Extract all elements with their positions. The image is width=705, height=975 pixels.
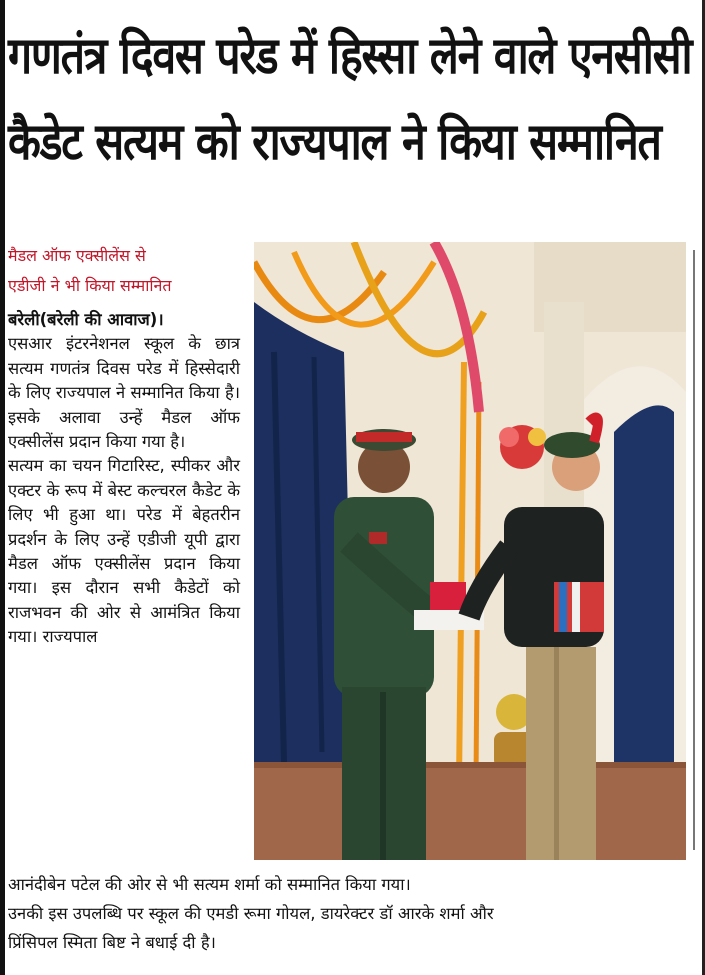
subheadline (8, 241, 240, 301)
photo-side-rule (693, 250, 695, 850)
article-body-column (8, 308, 240, 650)
subheadline-line-1: मैडल ऑफ एक्सीलेंस से (8, 246, 146, 265)
bottom-line-1: आनंदीबेन पटेल की ओर से भी सत्यम शर्मा को सम्मानित किया गया। (8, 875, 411, 894)
left-column-rule (0, 0, 5, 975)
headline-line-1: गणतंत्र दिवस परेड में हिस्सा लेने वाले एनसीसी (8, 27, 692, 86)
article-bottom-text (8, 870, 698, 957)
headline-line-2: कैडेट सत्यम को राज्यपाल ने किया सम्मानित (8, 113, 661, 172)
article-dateline: बरेली(बरेली की आवाज)। (8, 310, 164, 329)
subheadline-line-2: एडीजी ने भी किया सम्मानित (8, 276, 172, 295)
article-paragraph-2: सत्यम का चयन गिटारिस्ट, स्पीकर और एक्टर के रूप में बेस्ट कल्चरल कैडेट के लिए भी हुआ था। परेड में बेहतरीन प्रदर्शन के लिए उन्हें एडीजी यूपी द्वारा मैडल ऑफ एक्सीलेंस प्रदान किया गया। इस दौरान सभी कैडेटों को राजभवन की ओर से आमंत्रित किया गया। राज्यपाल (8, 456, 240, 647)
article-paragraph-1: एसआर इंटरनेशनल स्कूल के छात्र सत्यम गणतंत्र दिवस परेड में हिस्सेदारी के लिए राज्यपाल ने सम्मानित किया है। इसके अलावा उन्हें मैडल ऑफ एक्सीलेंस प्रदान किया गया है। (8, 334, 240, 452)
headline (8, 14, 692, 186)
bottom-line-3: प्रिंसिपल स्मिता बिष्ट ने बधाई दी है। (8, 933, 216, 952)
news-photo-award-ceremony (254, 242, 686, 860)
bottom-line-2: उनकी इस उपलब्धि पर स्कूल की एमडी रूमा गोयल, डायरेक्टर डॉ आरके शर्मा और (8, 904, 494, 923)
